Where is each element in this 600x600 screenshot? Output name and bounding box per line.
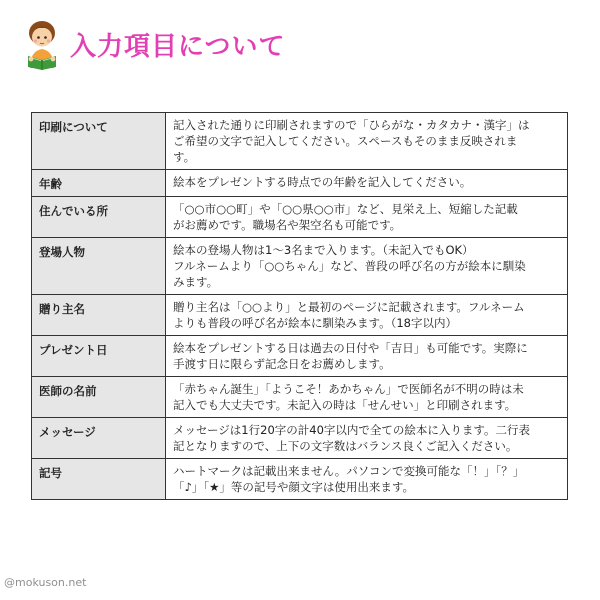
watermark: @mokuson.net: [4, 576, 87, 589]
reading-child-icon: [22, 18, 62, 70]
table-row: [32, 336, 568, 377]
table-row: [32, 377, 568, 418]
field-description-characters: 絵本の登場人物は1～3名まで入ります。（未記入でもOK） フルネームより「○○ちゃん」など、普段の呼び名の方が絵本に馴染 みます。: [166, 238, 568, 295]
field-description-doctor-name: 「赤ちゃん誕生」「ようこそ！あかちゃん」で医師名が不明の時は未 記入でも大丈夫です。未記入の時は「せんせい」と印刷されます。: [166, 377, 568, 418]
field-description-symbols: ハートマークは記載出来ません。パソコンで変換可能な「！」「？」 「♪」「★」等の記号や顔文字は使用出来ます。: [166, 459, 568, 500]
field-label-doctor-name: 医師の名前: [32, 377, 166, 418]
table-row: [32, 113, 568, 170]
table-row: [32, 238, 568, 295]
field-description-printing: 記入された通りに印刷されますので「ひらがな・カタカナ・漢字」は ご希望の文字で記入してください。スペースもそのまま反映されま す。: [166, 113, 568, 170]
field-description-residence: 「○○市○○町」や「○○県○○市」など、見栄え上、短縮した記載 がお薦めです。職場名や架空名も可能です。: [166, 197, 568, 238]
table-row: [32, 170, 568, 197]
field-label-characters: 登場人物: [32, 238, 166, 295]
field-label-present-date: プレゼント日: [32, 336, 166, 377]
field-label-message: メッセージ: [32, 418, 166, 459]
field-label-age: 年齢: [32, 170, 166, 197]
field-label-printing: 印刷について: [32, 113, 166, 170]
table-row: [32, 295, 568, 336]
field-description-sender-name: 贈り主名は「○○より」と最初のページに記載されます。フルネーム よりも普段の呼び名が絵本に馴染みます。（18字以内）: [166, 295, 568, 336]
page-title: 入力項目について: [70, 31, 286, 62]
field-description-message: メッセージは1行20字の計40字以内で全ての絵本に入ります。二行表 記となりますので、上下の文字数はバランス良くご記入ください。: [166, 418, 568, 459]
field-label-residence: 住んでいる所: [32, 197, 166, 238]
field-description-age: 絵本をプレゼントする時点での年齢を記入してください。: [166, 170, 568, 197]
table-row: [32, 459, 568, 500]
input-fields-table: [31, 112, 568, 500]
page-header: [22, 14, 285, 74]
table-row: [32, 197, 568, 238]
field-label-sender-name: 贈り主名: [32, 295, 166, 336]
table-row: [32, 418, 568, 459]
field-description-present-date: 絵本をプレゼントする日は過去の日付や「吉日」も可能です。実際に 手渡す日に限らず記念日をお薦めします。: [166, 336, 568, 377]
field-label-symbols: 記号: [32, 459, 166, 500]
